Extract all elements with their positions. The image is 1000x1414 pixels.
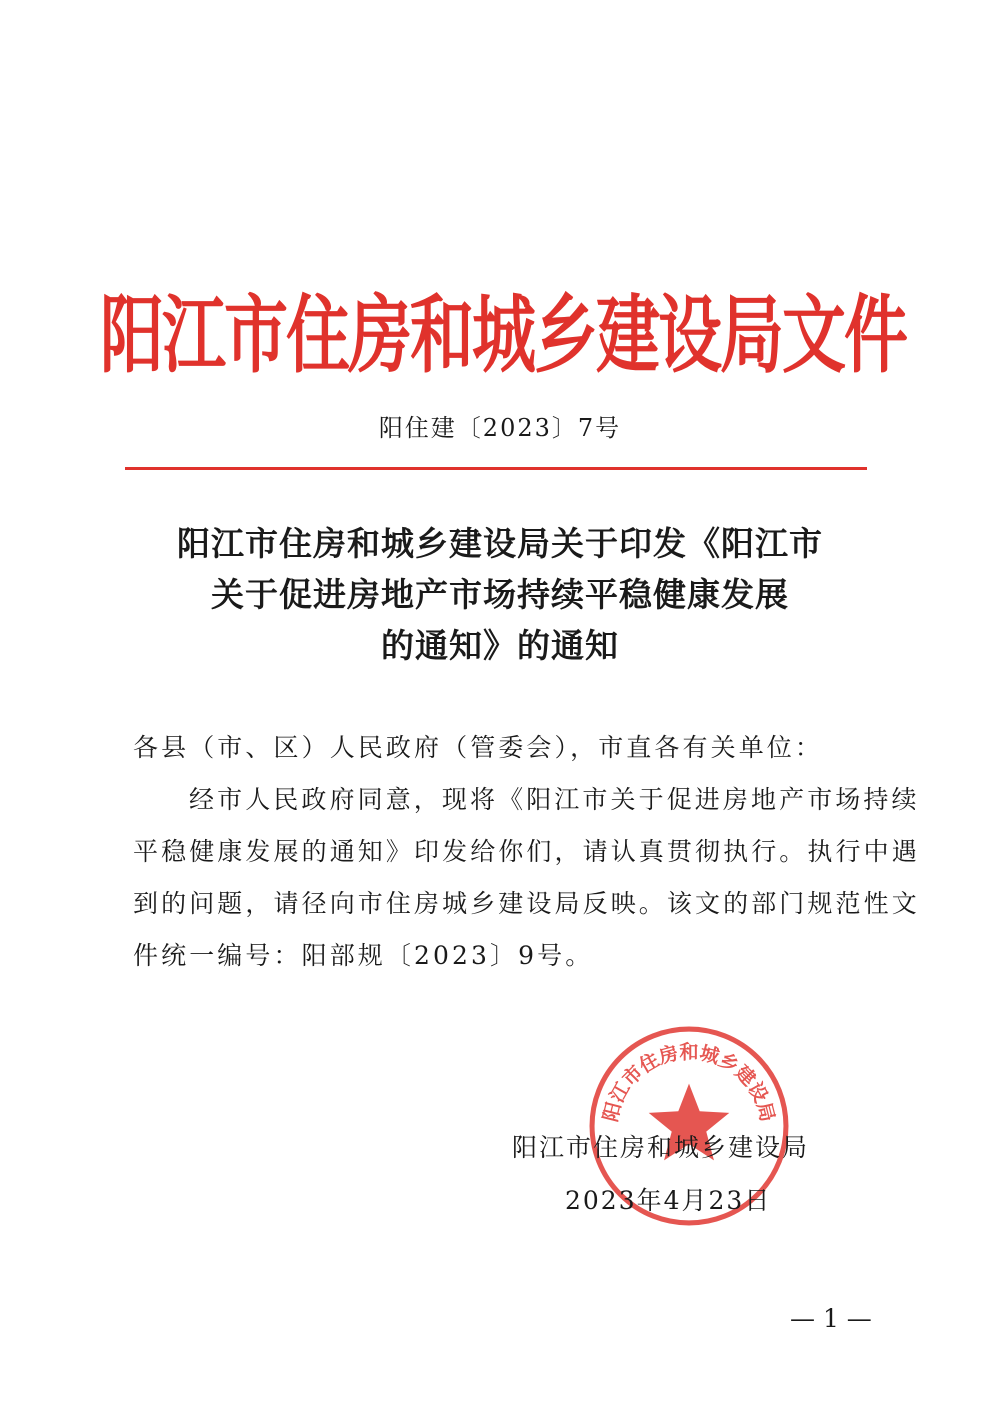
seal-text: 阳江市住房和城乡建设局: [598, 1040, 780, 1124]
document-body: [133, 722, 920, 982]
signature-date: 2023年4月23日: [565, 1186, 772, 1215]
title-line: 关于促进房地产市场持续平稳健康发展: [211, 575, 789, 614]
document-number: 阳住建〔2023〕7号: [378, 414, 622, 442]
paragraph-line: 平稳健康发展的通知》印发给你们，请认真贯彻执行。执行中遇: [133, 837, 920, 866]
addressee: 各县（市、区）人民政府（管委会），市直各有关单位：: [133, 733, 824, 762]
paragraph-line: 件统一编号：阳部规〔2023〕9号。: [133, 941, 594, 970]
signer-name: 阳江市住房和城乡建设局: [512, 1133, 810, 1162]
title-line: 的通知》的通知: [381, 626, 619, 665]
document-title: [100, 518, 900, 671]
paragraph-line: 经市人民政府同意，现将《阳江市关于促进房地产市场持续: [189, 785, 920, 814]
issuer-banner: 阳江市住房和城乡建设局文件: [100, 287, 906, 386]
title-line: 阳江市住房和城乡建设局关于印发《阳江市: [177, 524, 823, 563]
paragraph-line: 到的问题，请径向市住房城乡建设局反映。该文的部门规范性文: [133, 889, 920, 918]
page-number: — 1 —: [790, 1304, 872, 1333]
red-divider: [125, 467, 867, 470]
